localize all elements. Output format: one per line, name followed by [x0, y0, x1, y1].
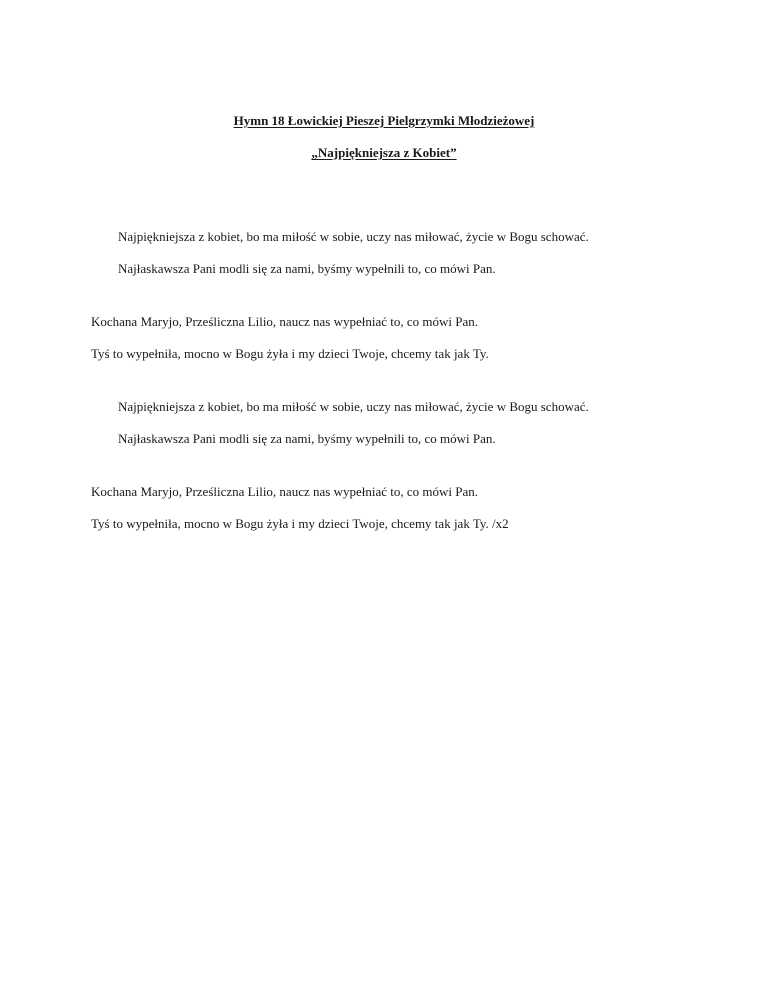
chorus-2-line-2: Tyś to wypełniła, mocno w Bogu żyła i my dzieci Twoje, chcemy tak jak Ty. /x2 — [91, 516, 509, 531]
document-title: Hymn 18 Łowickiej Pieszej Pielgrzymki Młodzieżowej — [233, 113, 535, 128]
chorus-2-line-1: Kochana Maryjo, Prześliczna Lilio, naucz nas wypełniać to, co mówi Pan. — [91, 484, 478, 499]
verse-2-line-2: Najłaskawsza Pani modli się za nami, byśmy wypełnili to, co mówi Pan. — [118, 431, 496, 446]
verse-2-line-1: Najpiękniejsza z kobiet, bo ma miłość w sobie, uczy nas miłować, życie w Bogu schować. — [118, 399, 589, 414]
chorus-1-line-2: Tyś to wypełniła, mocno w Bogu żyła i my dzieci Twoje, chcemy tak jak Ty. — [91, 346, 489, 361]
verse-1-line-2: Najłaskawsza Pani modli się za nami, byśmy wypełnili to, co mówi Pan. — [118, 261, 496, 276]
hymn-subtitle: „Najpiękniejsza z Kobiet” — [311, 145, 457, 160]
chorus-1-line-1: Kochana Maryjo, Prześliczna Lilio, naucz nas wypełniać to, co mówi Pan. — [91, 314, 478, 329]
verse-1-line-1: Najpiękniejsza z kobiet, bo ma miłość w sobie, uczy nas miłować, życie w Bogu schować. — [118, 229, 589, 244]
